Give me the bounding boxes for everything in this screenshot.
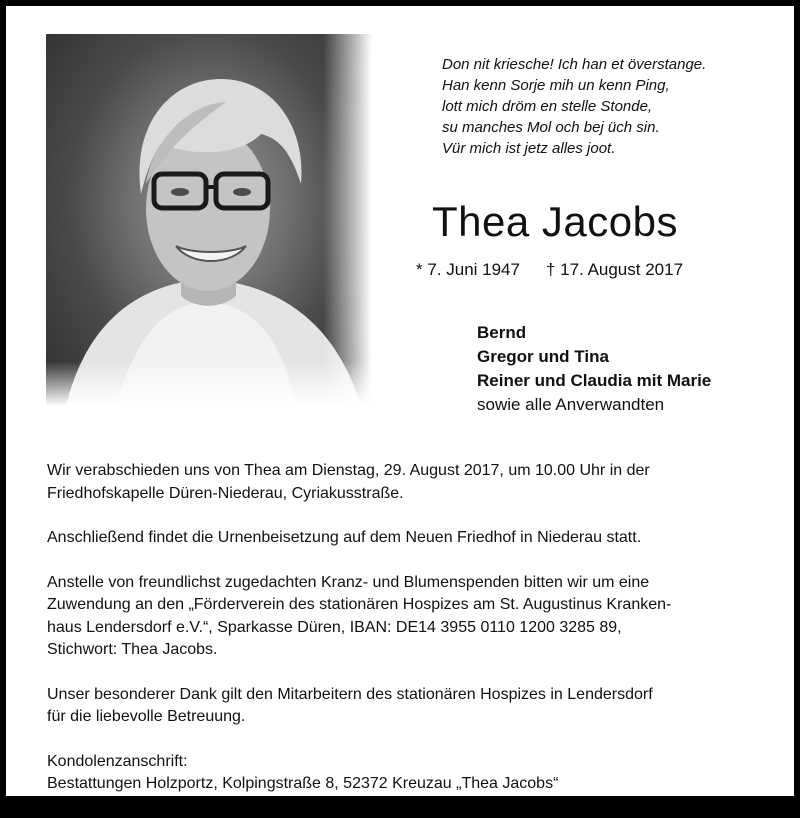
obituary-card [6, 6, 794, 796]
mourner-name: Gregor und Tina [477, 347, 609, 366]
text-line: Friedhofskapelle Düren-Niederau, Cyriakusstraße. [47, 484, 404, 502]
mourner-name: Reiner und Claudia mit Marie [477, 371, 712, 390]
text-line: für die liebevolle Betreuung. [47, 708, 246, 725]
text-line: Wir verabschieden uns von Thea am Dienstag, 29. August 2017, um 10.00 Uhr in der [47, 462, 650, 479]
mourners-list [477, 321, 711, 417]
poem-line: Don nit kriesche! Ich han et överstange. [442, 56, 707, 73]
portrait-illustration [46, 34, 372, 406]
text-line: Bestattungen Holzportz, Kolpingstraße 8, 52372 Kreuzau „Thea Jacobs“ [47, 775, 559, 792]
deceased-name: Thea Jacobs [432, 198, 678, 245]
portrait-photo [46, 34, 372, 406]
text-line: Anschließend findet die Urnenbeisetzung auf dem Neuen Friedhof in Niederau statt. [47, 529, 642, 546]
birth-date: * 7. Juni 1947 [416, 260, 520, 279]
mourner-name: Bernd [477, 323, 527, 342]
text-line: Zuwendung an den „Förderverein des stationären Hospizes am St. Augustinus Kranken- [47, 596, 672, 613]
text-line: Anstelle von freundlichst zugedachten Kranz- und Blumenspenden bitten wir um eine [47, 573, 650, 591]
poem-line: Vür mich ist jetz alles joot. [442, 140, 616, 157]
mourner-relatives: sowie alle Anverwandten [477, 395, 665, 414]
obituary-body [47, 438, 767, 818]
text-line: Unser besonderer Dank gilt den Mitarbeitern des stationären Hospizes in Lendersdorf [47, 685, 653, 703]
text-line: Stichwort: Thea Jacobs. [47, 641, 218, 658]
text-line: Kondolenzanschrift: [47, 752, 188, 770]
poem-line: su manches Mol och bej üch sin. [442, 119, 660, 136]
life-dates [416, 260, 683, 280]
poem [442, 54, 706, 159]
text-line: haus Lendersdorf e.V.“, Sparkasse Düren, IBAN: DE14 3955 0110 1200 3285 89, [47, 618, 622, 636]
poem-line: lott mich dröm en stelle Stonde, [442, 98, 653, 115]
death-date: † 17. August 2017 [545, 260, 684, 279]
poem-line: Han kenn Sorje mih un kenn Ping, [442, 77, 670, 94]
